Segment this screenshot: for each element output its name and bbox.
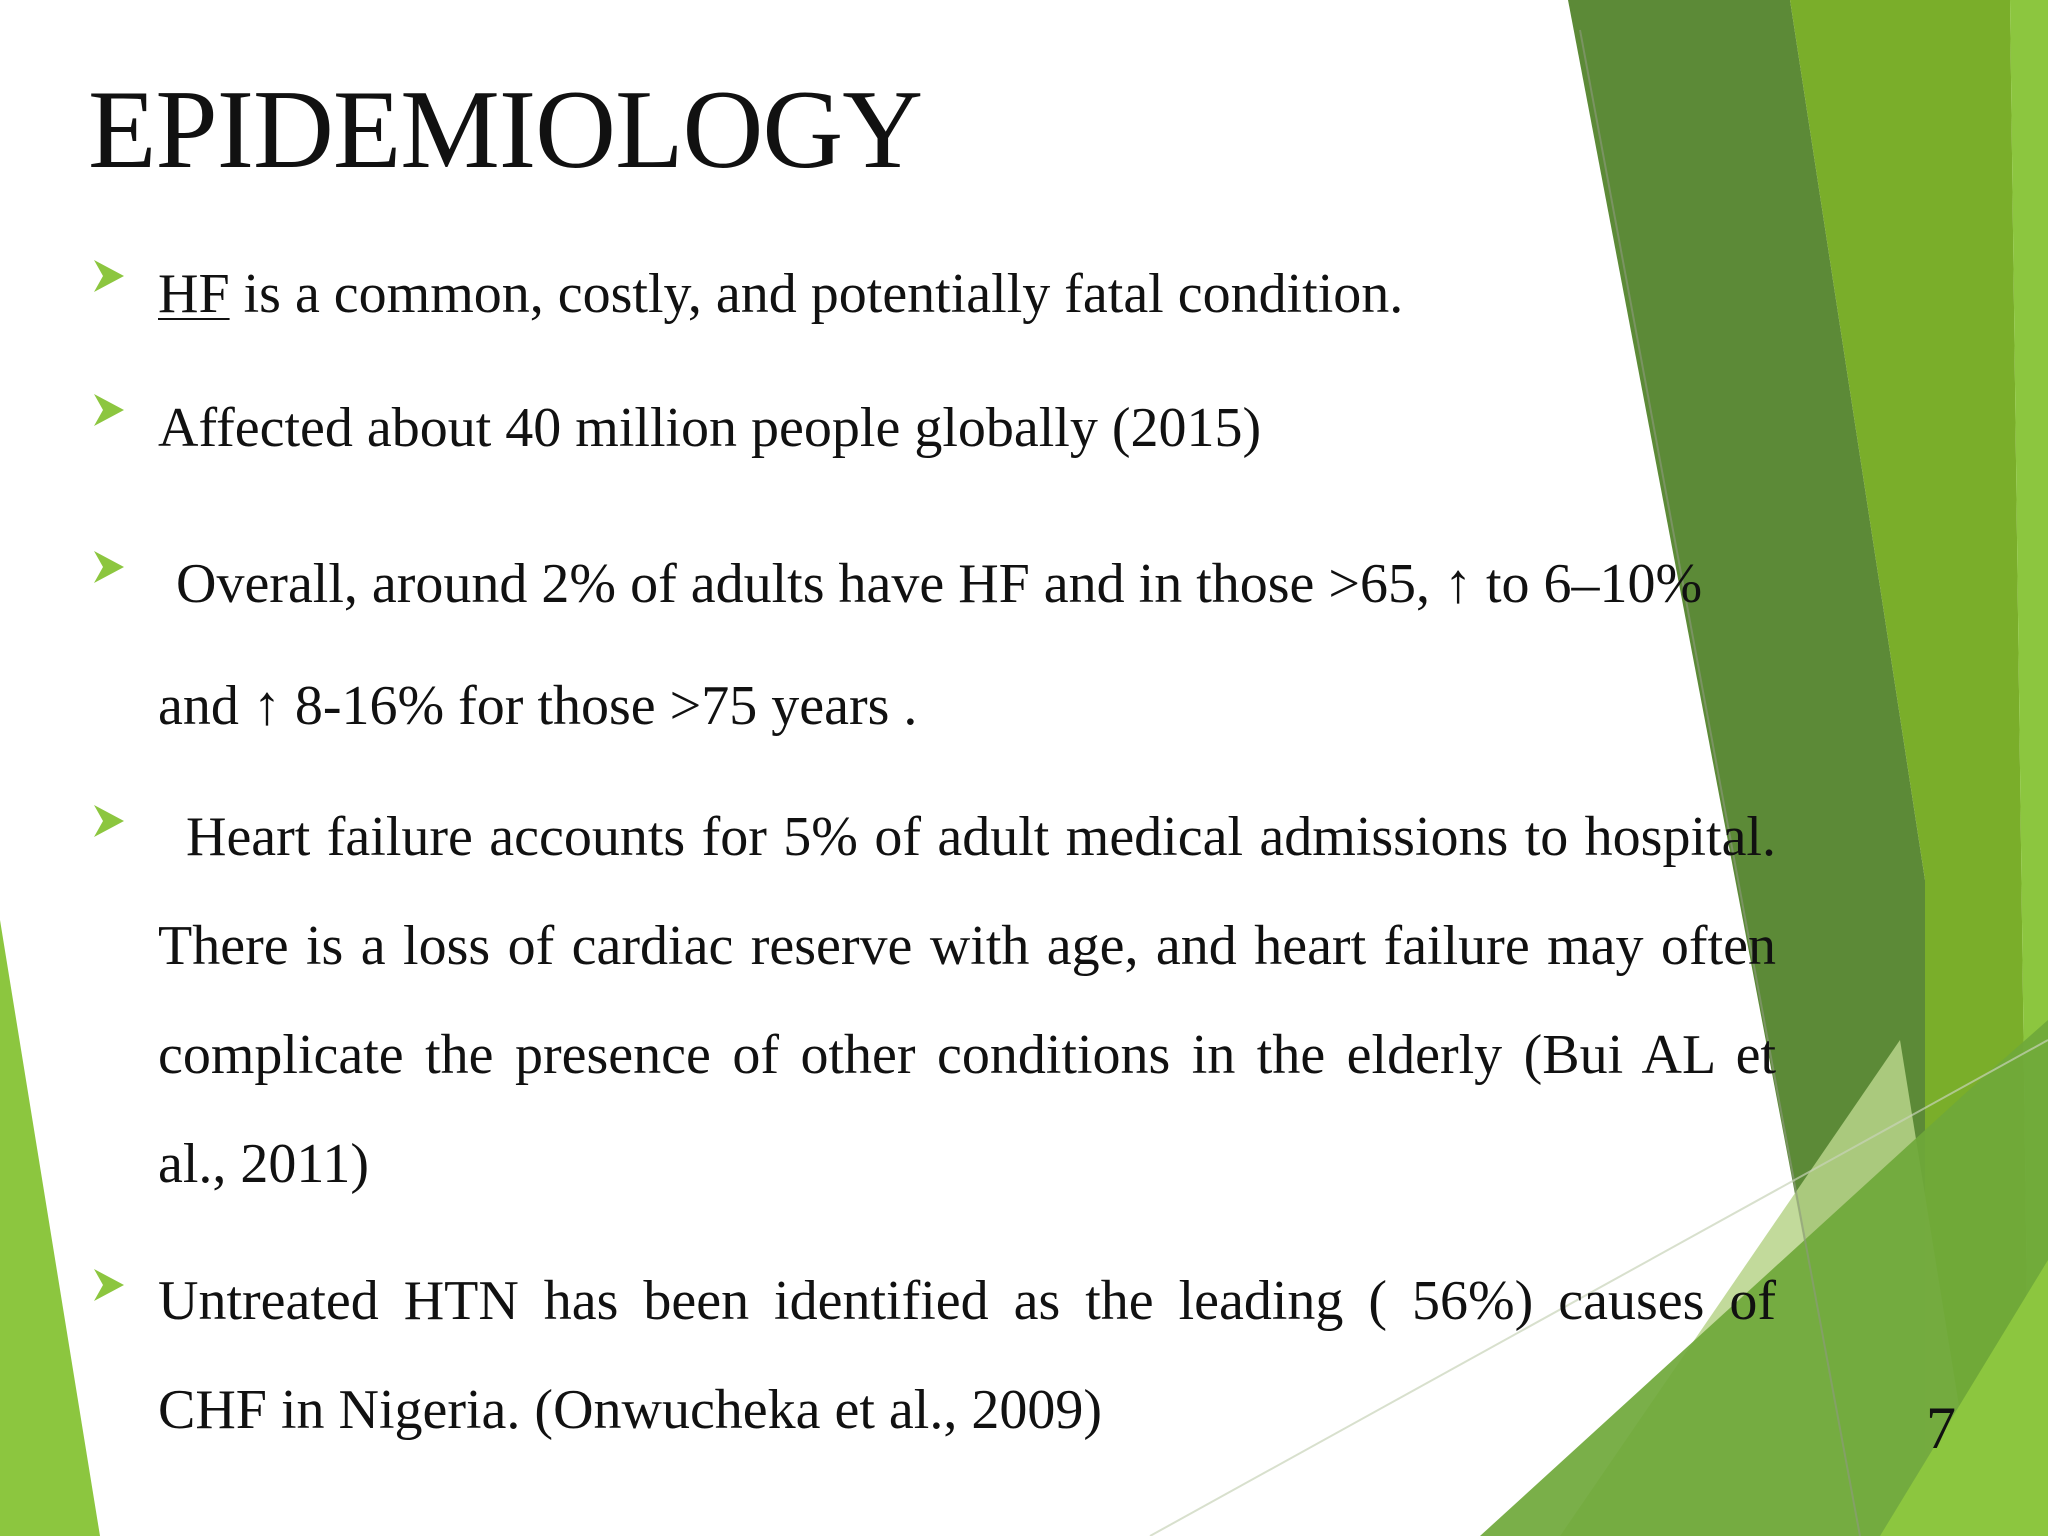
page-number: 7	[1926, 1395, 1956, 1461]
chevron-arrow-right-icon	[92, 803, 126, 839]
chevron-arrow-right-icon	[92, 1267, 126, 1303]
bullet-text: Untreated HTN has been identified as the leading ( 56%) causes of CHF in Nigeria. (Onwucheka et al., 2009)	[158, 1270, 1776, 1441]
bullet-text: Affected about 40 million people globally (2015)	[158, 397, 1262, 459]
bullet-text: Overall, around 2% of adults have HF and in those >65, ↑ to 6–10% and ↑ 8-16% for those >75 years .	[158, 553, 1703, 737]
hf-abbreviation: HF	[158, 263, 230, 325]
bullet-item	[88, 380, 1776, 476]
bullet-text	[158, 246, 1776, 342]
bullet-item	[88, 523, 1776, 767]
facet-left-strip	[0, 920, 100, 1536]
bullet-text-rest: is a common, costly, and potentially fatal condition.	[229, 263, 1404, 325]
bullet-item	[88, 1247, 1776, 1465]
slide-title: EPIDEMIOLOGY	[88, 68, 923, 192]
chevron-arrow-right-icon	[92, 258, 126, 294]
bullet-list	[88, 246, 1776, 1465]
bullet-text: Heart failure accounts for 5% of adult medical admissions to hospital. There is a loss of cardiac reserve with age, and heart failure may often complicate the presence of other conditions in the elderly (Bui AL et al., 2011)	[158, 806, 1776, 1195]
bullet-item	[88, 783, 1776, 1219]
chevron-arrow-right-icon	[92, 549, 126, 585]
chevron-arrow-right-icon	[92, 392, 126, 428]
bullet-item	[88, 246, 1776, 342]
